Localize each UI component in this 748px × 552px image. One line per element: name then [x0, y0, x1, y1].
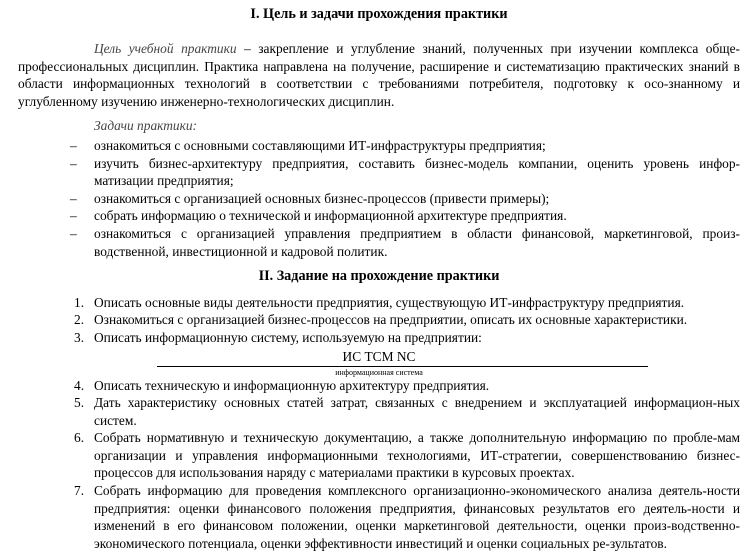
list-item	[18, 329, 740, 347]
task-text: ознакомиться с организацией основных бизнес-процессов (привести примеры);	[94, 191, 549, 206]
task-text: ознакомиться с основными составляющими ИТ-инфраструктуры предприятия;	[94, 138, 546, 153]
list-item	[18, 429, 740, 482]
section-1-title: I. Цель и задачи прохождения практики	[18, 0, 740, 28]
item-text: Описать информационную систему, используемую на предприятии:	[94, 330, 482, 345]
goal-text: – закрепление и углубление знаний, полученных при изучении комплекса обще-профессиональных дисциплин. Практика направлена на получение, расширение и систематизацию практических знаний в области информационных технологий в соответствии с требованиями потребителя, подготовку к осо-знанному и углубленному изучению инженерно-технологических дисциплин.	[18, 41, 740, 109]
tasks-list	[18, 137, 740, 260]
dash-marker: –	[70, 137, 77, 155]
list-item	[18, 377, 740, 395]
item-text: Собрать нормативную и техническую документацию, а также дополнительную информацию по пробле-мам организации и управления информационными технологиями, ИТ-стратегии, совершенствованию бизнес-процессов для использования наряду с материалами практики в курсовых проектах.	[94, 430, 740, 480]
list-item	[18, 207, 740, 225]
list-item	[18, 311, 740, 329]
list-item	[18, 225, 740, 260]
list-item	[18, 294, 740, 312]
tasks-label: Задачи практики:	[94, 117, 740, 135]
dash-marker: –	[70, 225, 77, 243]
task-text: собрать информацию о технической и информационной архитектуре предприятия.	[94, 208, 567, 223]
item-text: Ознакомиться с организацией бизнес-процессов на предприятии, описать их основные характеристики.	[94, 312, 687, 327]
item-text: Описать техническую и информационную архитектуру предприятия.	[94, 378, 489, 393]
dash-marker: –	[70, 155, 77, 173]
list-item	[18, 190, 740, 208]
item-number: 4.	[74, 377, 84, 395]
item-text: Собрать информацию для проведения комплексного организационно-экономического анализа деятель-ности предприятия: оценки финансового положения предприятия, финансовых результатов его деятель-ности и изменений в его финансовом положении, оценки маркетинговой деятельности, оценки произ-водственно-экономического потенциала, оценки эффективности инвестиций и оценки социальных ре-зультатов.	[94, 483, 740, 551]
underline	[157, 366, 648, 367]
task-text: изучить бизнес-архитектуру предприятия, составить бизнес-модель компании, оценить уровень инфор-матизации предприятия;	[94, 156, 740, 189]
task-text: ознакомиться с организацией управления предприятием в области финансовой, маркетинговой, произ-водственной, инвестиционной и кадровой политик.	[94, 226, 740, 259]
goal-label: Цель учебной практики	[94, 41, 237, 56]
assignment-list-continued	[18, 377, 740, 552]
item-number: 3.	[74, 329, 84, 347]
item-number: 5.	[74, 394, 84, 412]
list-item	[18, 482, 740, 552]
item-number: 7.	[74, 482, 84, 500]
information-system-value: ИС ТСМ NC	[18, 348, 740, 366]
assignment-list	[18, 294, 740, 347]
information-system-caption: информационная система	[18, 368, 740, 377]
list-item	[18, 155, 740, 190]
item-text: Дать характеристику основных статей затрат, связанных с внедрением и эксплуатацией информацион-ных систем.	[94, 395, 740, 428]
item-number: 6.	[74, 429, 84, 447]
item-text: Описать основные виды деятельности предприятия, существующую ИТ-инфраструктуру предприятия.	[94, 295, 684, 310]
item-number: 2.	[74, 311, 84, 329]
list-item	[18, 394, 740, 429]
section-2-title: II. Задание на прохождение практики	[18, 268, 740, 286]
dash-marker: –	[70, 190, 77, 208]
goal-paragraph	[18, 40, 740, 110]
dash-marker: –	[70, 207, 77, 225]
information-system-field	[18, 347, 740, 377]
list-item	[18, 137, 740, 155]
item-number: 1.	[74, 294, 84, 312]
